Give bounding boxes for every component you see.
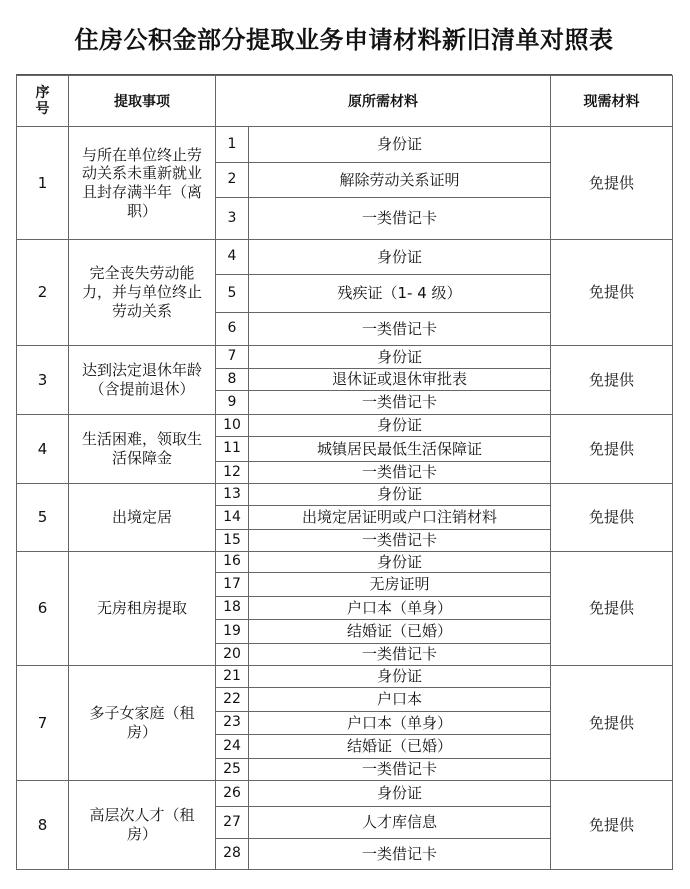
- group-seq: 1: [17, 127, 69, 240]
- header-seq: 序 号: [17, 76, 69, 127]
- group-new-materials: 免提供: [551, 484, 673, 552]
- group-new-materials: 免提供: [551, 127, 673, 240]
- group-item: 高层次人才（租房）: [69, 781, 216, 870]
- table-row: [17, 415, 673, 437]
- material-name: 一类借记卡: [249, 313, 551, 346]
- material-name: 退休证或退休审批表: [249, 369, 551, 391]
- header-item: 提取事项: [69, 76, 216, 127]
- material-no: 12: [216, 462, 249, 484]
- material-name: 无房证明: [249, 573, 551, 597]
- table-row: [17, 484, 673, 506]
- group-item: 多子女家庭（租房）: [69, 666, 216, 781]
- material-name: 户口本（单身）: [249, 712, 551, 735]
- material-name: 身份证: [249, 240, 551, 275]
- material-name: 人才库信息: [249, 807, 551, 839]
- material-no: 13: [216, 484, 249, 506]
- material-no: 11: [216, 437, 249, 462]
- table-row: [17, 552, 673, 573]
- group-new-materials: 免提供: [551, 666, 673, 781]
- material-no: 23: [216, 712, 249, 735]
- table-body: [17, 127, 673, 870]
- document-title: 住房公积金部分提取业务申请材料新旧清单对照表: [16, 0, 672, 75]
- material-name: 城镇居民最低生活保障证: [249, 437, 551, 462]
- material-no: 4: [216, 240, 249, 275]
- material-no: 16: [216, 552, 249, 573]
- table-row: [17, 127, 673, 163]
- material-no: 8: [216, 369, 249, 391]
- material-name: 残疾证（1- 4 级）: [249, 275, 551, 313]
- material-no: 20: [216, 644, 249, 666]
- group-item: 完全丧失劳动能力，并与单位终止劳动关系: [69, 240, 216, 346]
- material-name: 一类借记卡: [249, 530, 551, 552]
- table-row: [17, 666, 673, 688]
- material-no: 21: [216, 666, 249, 688]
- group-new-materials: 免提供: [551, 240, 673, 346]
- table-row: [17, 781, 673, 807]
- material-name: 结婚证（已婚）: [249, 620, 551, 644]
- material-no: 19: [216, 620, 249, 644]
- material-name: 身份证: [249, 666, 551, 688]
- material-no: 25: [216, 759, 249, 781]
- comparison-table: [16, 75, 673, 870]
- material-name: 身份证: [249, 552, 551, 573]
- group-new-materials: 免提供: [551, 781, 673, 870]
- material-no: 10: [216, 415, 249, 437]
- group-seq: 8: [17, 781, 69, 870]
- material-no: 18: [216, 597, 249, 620]
- material-name: 一类借记卡: [249, 391, 551, 415]
- material-no: 24: [216, 735, 249, 759]
- material-no: 14: [216, 506, 249, 530]
- group-seq: 4: [17, 415, 69, 484]
- material-name: 解除劳动关系证明: [249, 163, 551, 198]
- material-no: 22: [216, 688, 249, 712]
- material-no: 3: [216, 198, 249, 240]
- group-seq: 7: [17, 666, 69, 781]
- material-no: 17: [216, 573, 249, 597]
- material-no: 15: [216, 530, 249, 552]
- material-name: 户口本（单身）: [249, 597, 551, 620]
- material-name: 一类借记卡: [249, 462, 551, 484]
- group-new-materials: 免提供: [551, 346, 673, 415]
- header-row: [17, 76, 673, 127]
- group-seq: 6: [17, 552, 69, 666]
- material-name: 出境定居证明或户口注销材料: [249, 506, 551, 530]
- group-seq: 5: [17, 484, 69, 552]
- table-row: [17, 240, 673, 275]
- group-item: 无房租房提取: [69, 552, 216, 666]
- group-new-materials: 免提供: [551, 552, 673, 666]
- group-item: 出境定居: [69, 484, 216, 552]
- material-name: 身份证: [249, 415, 551, 437]
- material-name: 一类借记卡: [249, 759, 551, 781]
- material-no: 9: [216, 391, 249, 415]
- header-old-materials: 原所需材料: [216, 76, 551, 127]
- group-item: 生活困难，领取生活保障金: [69, 415, 216, 484]
- group-seq: 3: [17, 346, 69, 415]
- material-no: 5: [216, 275, 249, 313]
- group-new-materials: 免提供: [551, 415, 673, 484]
- material-no: 28: [216, 839, 249, 870]
- header-new-materials: 现需材料: [551, 76, 673, 127]
- material-name: 结婚证（已婚）: [249, 735, 551, 759]
- material-name: 身份证: [249, 484, 551, 506]
- group-item: 达到法定退休年龄（含提前退休）: [69, 346, 216, 415]
- material-name: 户口本: [249, 688, 551, 712]
- material-no: 2: [216, 163, 249, 198]
- table-row: [17, 346, 673, 369]
- material-name: 一类借记卡: [249, 839, 551, 870]
- material-no: 27: [216, 807, 249, 839]
- material-name: 身份证: [249, 127, 551, 163]
- material-no: 26: [216, 781, 249, 807]
- material-no: 7: [216, 346, 249, 369]
- group-item: 与所在单位终止劳动关系未重新就业且封存满半年（离职）: [69, 127, 216, 240]
- material-name: 一类借记卡: [249, 644, 551, 666]
- material-no: 1: [216, 127, 249, 163]
- material-name: 一类借记卡: [249, 198, 551, 240]
- material-name: 身份证: [249, 346, 551, 369]
- material-name: 身份证: [249, 781, 551, 807]
- material-no: 6: [216, 313, 249, 346]
- group-seq: 2: [17, 240, 69, 346]
